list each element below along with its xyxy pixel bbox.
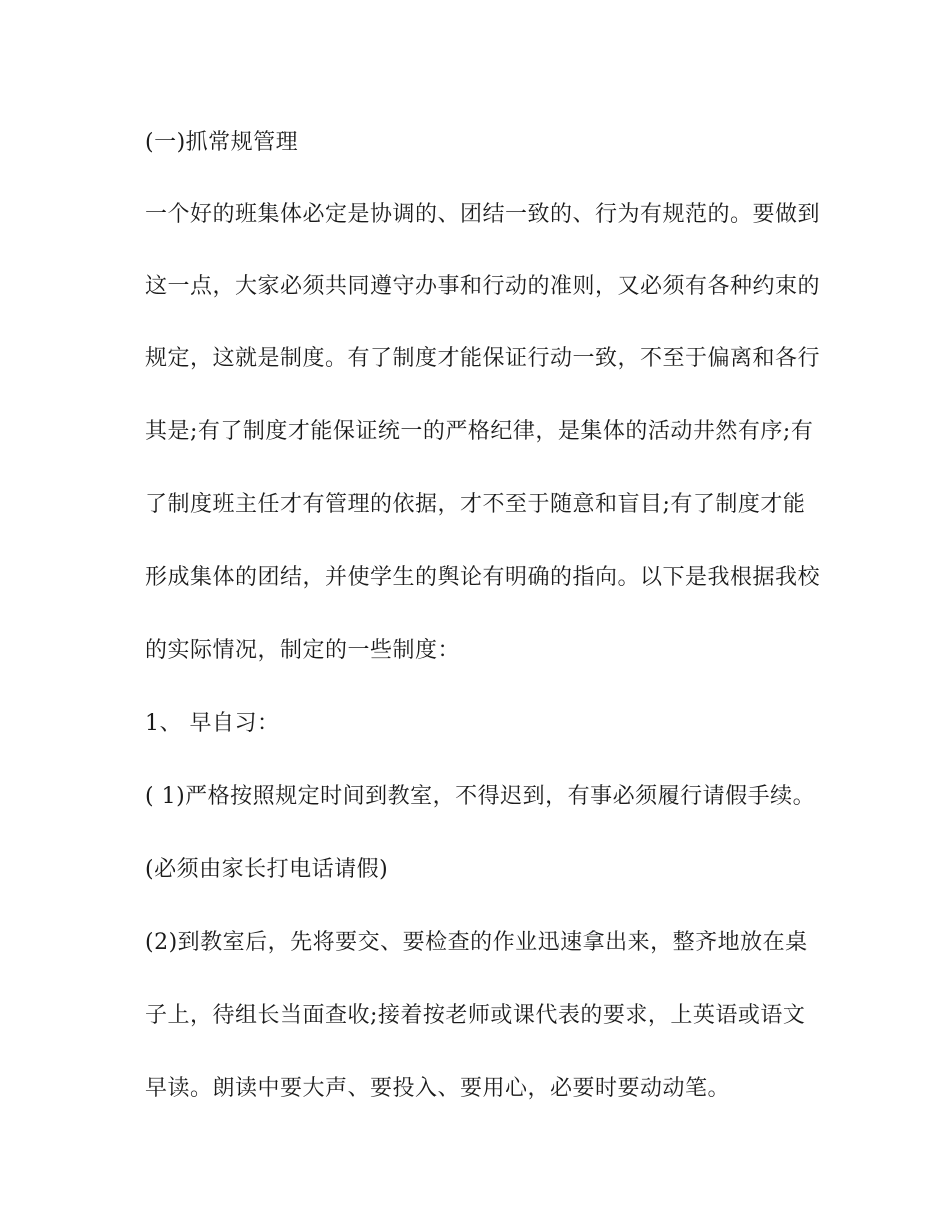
list-item-text: (必须由家长打电话请假) (145, 857, 389, 882)
paragraph-line: 一个好的班集体必定是协调的、团结一致的、行为有规范的。要做到 (145, 202, 821, 227)
paragraph-line: 其是;有了制度才能保证统一的严格纪律，是集体的活动井然有序;有 (145, 419, 814, 444)
paragraph-line: 这一点，大家必须共同遵守办事和行动的准则，又必须有各种约束的 (145, 274, 821, 299)
section-heading: (一)抓常规管理 (145, 130, 299, 155)
paragraph-line: 规定，这就是制度。有了制度才能保证行动一致，不至于偏离和各行 (145, 346, 821, 371)
list-item-text: 子上，待组长当面查收;接着按老师或课代表的要求，上英语或语文 (145, 1003, 806, 1028)
paragraph-line: 形成集体的团结，并使学生的舆论有明确的指向。以下是我根据我校 (145, 565, 821, 590)
list-item-text: 早读。朗读中要大声、要投入、要用心，必要时要动动笔。 (145, 1076, 731, 1101)
list-item-text: ( 1)严格按照规定时间到教室，不得迟到，有事必须履行请假手续。 (145, 784, 816, 809)
list-item-heading: 1、 早自习： (145, 711, 280, 736)
paragraph-line: 了制度班主任才有管理的依据，才不至于随意和盲目;有了制度才能 (145, 492, 806, 517)
list-item-text: (2)到教室后，先将要交、要检查的作业迅速拿出来，整齐地放在桌 (145, 930, 808, 955)
paragraph-line: 的实际情况，制定的一些制度： (145, 638, 461, 663)
